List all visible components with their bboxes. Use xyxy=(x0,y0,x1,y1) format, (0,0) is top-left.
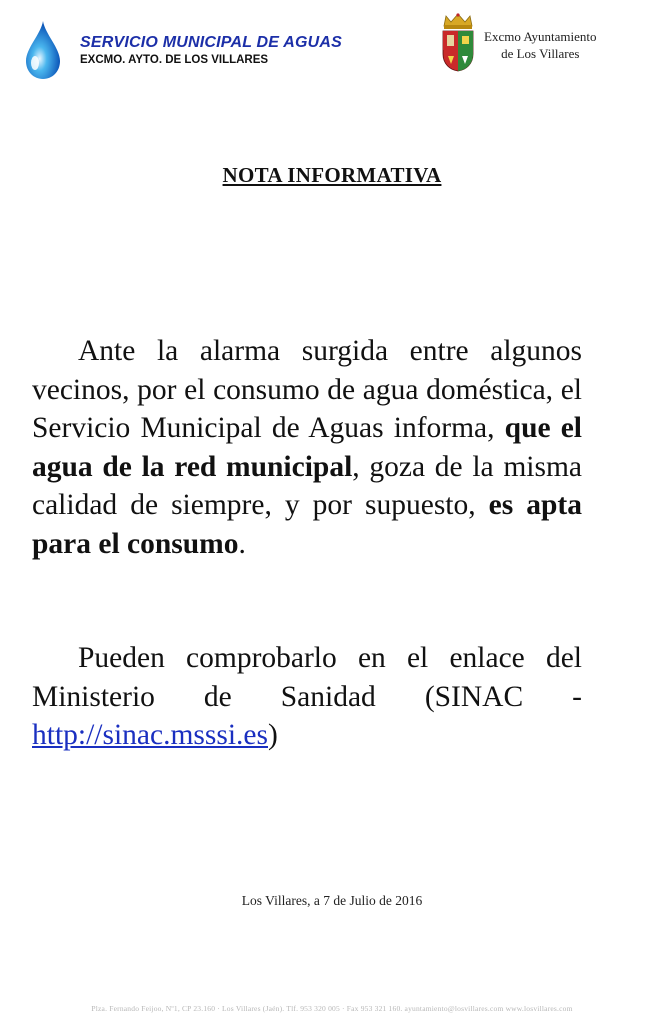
ayto-text-block xyxy=(484,28,597,62)
org-text-block xyxy=(80,33,342,67)
paragraph-1-bold-1: que el agua de la red municipal xyxy=(32,412,582,483)
paragraph-1-text-3: . xyxy=(238,527,246,560)
header-left xyxy=(24,20,342,80)
org-name: SERVICIO MUNICIPAL DE AGUAS xyxy=(80,34,343,51)
paragraph-2-text-1: Pueden comprobarlo en el enlace del Ministerio de Sanidad (SINAC - xyxy=(32,642,582,713)
paragraph-1 xyxy=(32,332,582,563)
org-subtitle: EXCMO. AYTO. DE LOS VILLARES xyxy=(80,54,269,66)
footer-contact: Plza. Fernando Feijoo, Nº1, CP 23.160 · Los Villares (Jaén). Tlf. 953 320 005 · Fax 953 321 160. ayuntamiento@losvillares.com www.losvillares.com xyxy=(91,1004,573,1013)
document-title: NOTA INFORMATIVA xyxy=(222,163,442,187)
ayto-line-2: de Los Villares xyxy=(501,46,580,61)
paragraph-1-text-2: , goza de la misma calidad de siempre, y por supuesto, xyxy=(32,450,582,521)
sinac-link[interactable]: http://sinac.msssi.es xyxy=(32,719,268,751)
header-right xyxy=(440,12,597,72)
ayto-line-1: Excmo Ayuntamiento xyxy=(484,29,597,44)
date-line: Los Villares, a 7 de Julio de 2016 xyxy=(241,893,423,908)
paragraph-1-text-1: Ante la alarma surgida entre algunos vecinos, por el consumo de agua doméstica, el Servicio Municipal de Aguas informa, xyxy=(32,335,582,444)
paragraph-1-bold-2: es apta para el consumo xyxy=(32,489,582,560)
coat-of-arms-icon xyxy=(440,12,476,72)
paragraph-2-text-2: ) xyxy=(268,719,278,751)
paragraph-2 xyxy=(32,639,582,755)
water-drop-icon xyxy=(24,20,62,80)
